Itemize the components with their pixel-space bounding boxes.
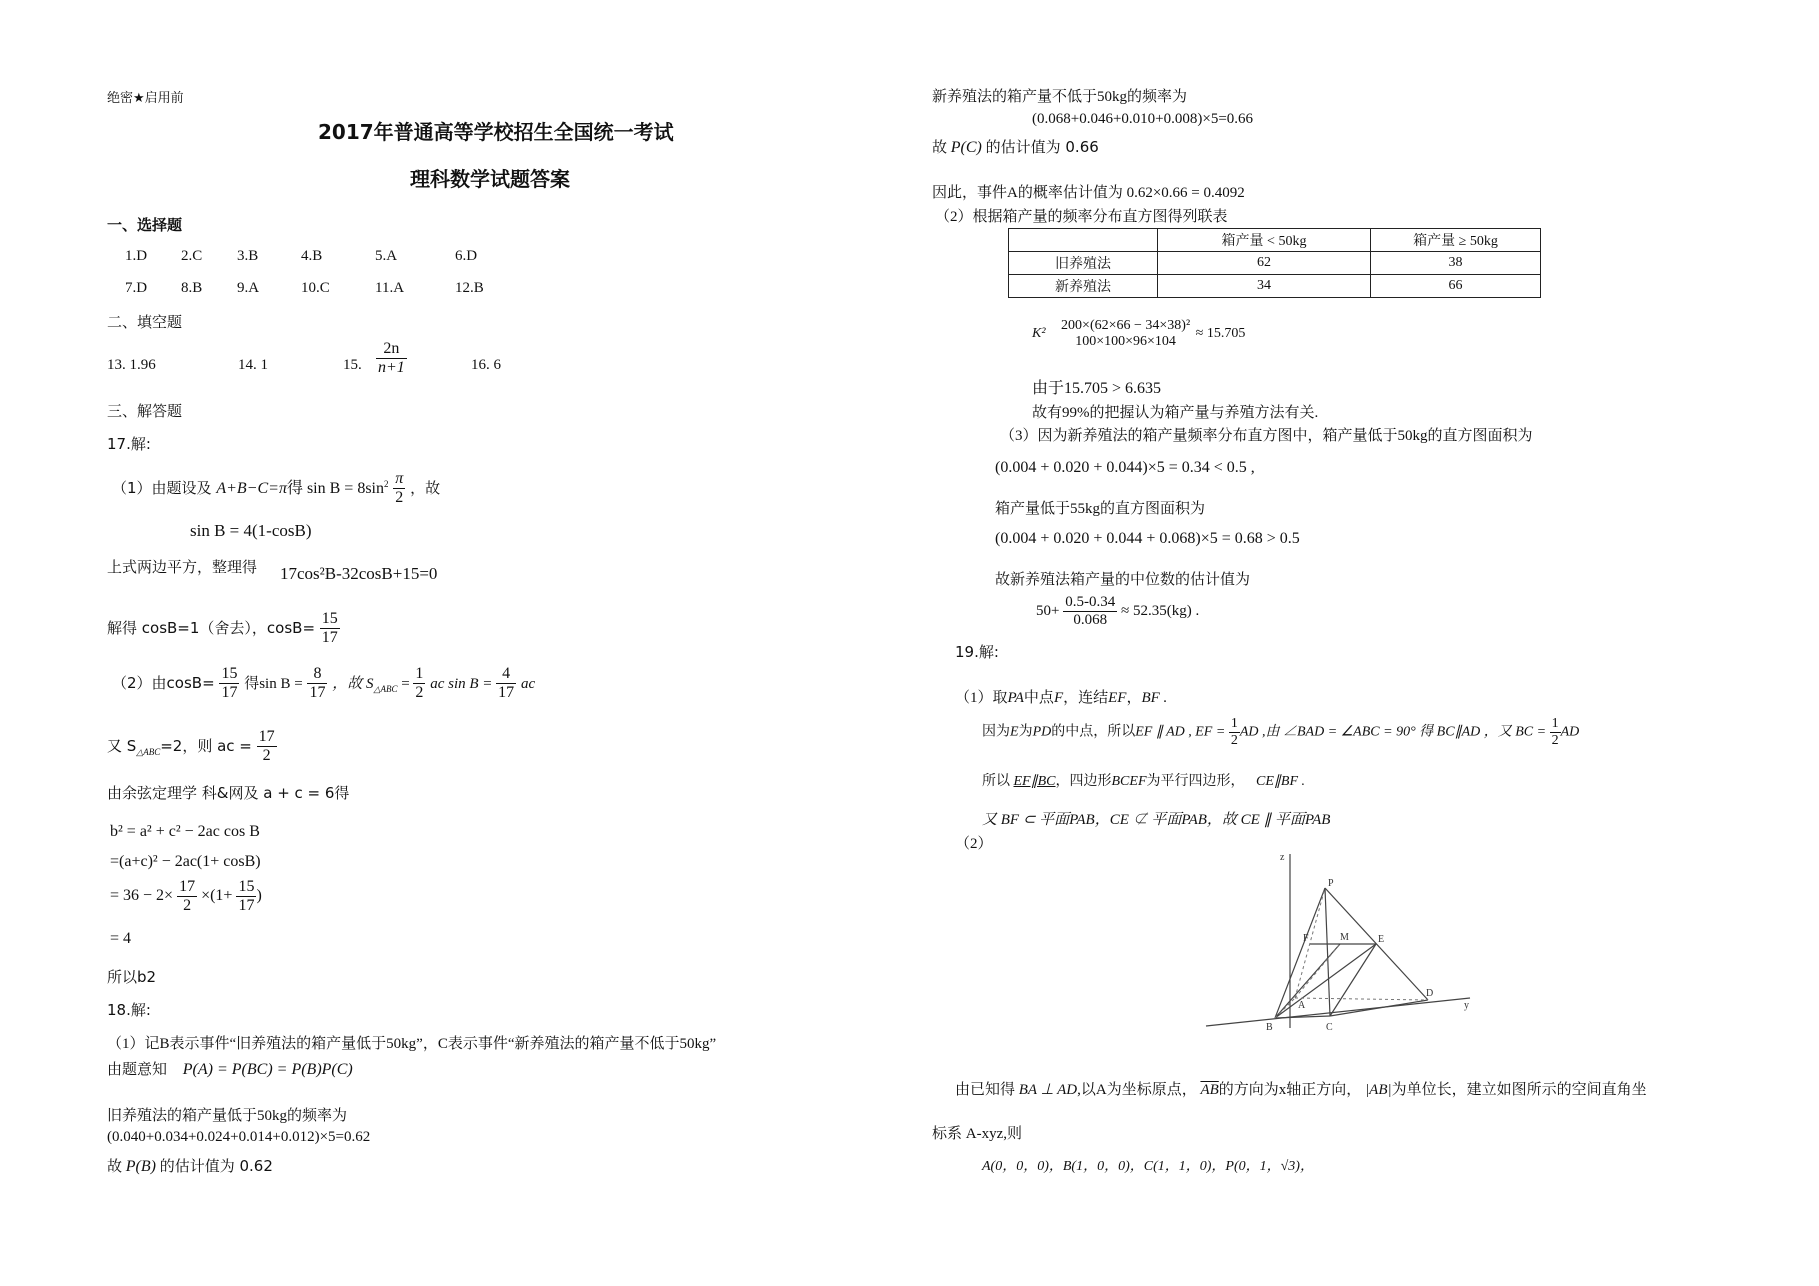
text: =	[397, 676, 414, 692]
numerator: 1	[1230, 716, 1238, 731]
subscript: △ABC	[373, 684, 398, 694]
math: 得 sin B = 8sin	[286, 480, 384, 497]
text: ×(1+	[201, 887, 233, 905]
text: 为单位长，建立如图所示的空间直角坐	[1391, 1082, 1647, 1098]
q19-line5: （2）	[955, 836, 993, 852]
numerator: 0.5-0.34	[1065, 594, 1116, 610]
answer: 12.B	[455, 280, 484, 296]
numerator: 15	[221, 665, 238, 682]
q18-r9: (0.004 + 0.020 + 0.044)×5 = 0.34 < 0.5 ,	[995, 459, 1255, 476]
text: （1）由题设及	[112, 479, 212, 497]
section-heading-choice: 一、选择题	[107, 216, 183, 234]
text: ，	[1126, 690, 1142, 706]
q18-r3	[932, 136, 1099, 157]
text: 为	[1018, 724, 1033, 740]
denominator: 0.068	[1073, 612, 1108, 628]
q17-eq2: 17cos²B-32cosB+15=0	[280, 564, 438, 583]
q18-line3: 旧养殖法的箱产量低于50kg的频率为	[107, 1108, 348, 1124]
math: A+B−C=π	[216, 480, 287, 497]
numerator: π	[395, 470, 404, 487]
q17-calc3	[110, 878, 262, 915]
subscript: △ABC	[136, 747, 161, 757]
denominator: 2	[1230, 733, 1238, 748]
q18-line4: (0.040+0.034+0.024+0.014+0.012)×5=0.62	[107, 1129, 371, 1145]
math: PD	[1032, 724, 1052, 740]
text: 中点	[1023, 690, 1054, 706]
math: |AB|	[1365, 1082, 1392, 1098]
q17-calc1: b² = a² + c² − 2ac cos B	[110, 823, 260, 840]
label-c: C	[1326, 1022, 1333, 1033]
numerator: 15	[321, 610, 338, 627]
table-header-cell: 箱产量 < 50kg	[1158, 229, 1371, 252]
text: 得sin B =	[244, 676, 303, 692]
text: ，故 S	[332, 676, 374, 692]
q19-line7: 标系 A-xyz,则	[932, 1126, 1022, 1142]
denominator: 17	[498, 684, 515, 701]
answer: 7.D	[125, 280, 148, 296]
q18-line5	[107, 1155, 273, 1176]
text: 的估计值为 0.66	[985, 138, 1099, 156]
table-row	[1009, 252, 1541, 275]
pyramid-figure	[1200, 848, 1480, 1038]
math: P(A) = P(BC) = P(B)P(C)	[182, 1061, 353, 1078]
answer-15-label: 15.	[343, 357, 362, 373]
page-subtitle: 理科数学试题答案	[410, 167, 570, 191]
q18-line1: （1）记B表示事件“旧养殖法的箱产量低于50kg”，C表示事件“新养殖法的箱产量不低于50kg”	[107, 1036, 717, 1052]
math: EF	[1108, 690, 1127, 706]
label-m: M	[1340, 932, 1349, 943]
text: =2，则 ac =	[160, 737, 252, 755]
answer: 6.D	[455, 248, 478, 264]
text: 由已知得	[955, 1082, 1016, 1098]
answer: 3.B	[237, 248, 259, 264]
text: 所以	[982, 774, 1010, 789]
answer: 1.D	[125, 248, 148, 264]
q18-r2: (0.068+0.046+0.010+0.008)×5=0.66	[1032, 111, 1254, 127]
answer-13: 13. 1.96	[107, 357, 156, 373]
answer: 11.A	[375, 280, 405, 296]
text: 又 S	[107, 737, 137, 755]
q17-line5	[107, 728, 277, 765]
edge-pb	[1275, 888, 1325, 1018]
text: = 36 − 2×	[110, 887, 174, 905]
denominator: 2	[1551, 733, 1559, 748]
label-a: A	[1298, 1000, 1306, 1011]
answer: 8.B	[181, 280, 203, 296]
math: BA ⊥ AD	[1018, 1082, 1078, 1098]
denominator: 100×100×96×104	[1075, 334, 1176, 349]
text: （1）取	[955, 690, 1008, 706]
label-d: D	[1426, 988, 1434, 999]
q18-r6: 由于15.705 > 6.635	[1032, 380, 1162, 397]
numerator: 4	[496, 665, 516, 684]
denominator: 2	[183, 897, 192, 914]
numerator: 17	[258, 728, 275, 745]
table-cell: 新养殖法	[1009, 275, 1158, 298]
q18-line2	[107, 1058, 353, 1079]
median-formula	[1036, 594, 1199, 629]
text: 的估计值为 0.62	[159, 1157, 273, 1175]
q18-r11: (0.004 + 0.020 + 0.044 + 0.068)×5 = 0.68 > 0.5	[995, 530, 1300, 547]
numerator: 1	[1551, 716, 1559, 731]
numerator: 17	[179, 878, 196, 895]
q18-r1: 新养殖法的箱产量不低于50kg的频率为	[932, 89, 1188, 105]
math: K²	[1032, 326, 1046, 342]
math: BF .	[1141, 690, 1168, 706]
numerator: 2n	[376, 340, 407, 359]
q17-part1	[112, 470, 440, 507]
math: PA	[1007, 690, 1024, 706]
contingency-table	[1008, 228, 1541, 298]
q17-line6: 由余弦定理学 科&网及 a + c = 6得	[107, 784, 350, 802]
label-p: P	[1328, 878, 1334, 889]
denominator: 17	[221, 684, 238, 701]
math: P(B)	[125, 1158, 156, 1175]
q17-eq1: sin B = 4(1-cosB)	[190, 521, 312, 540]
table-header-cell: 箱产量 ≥ 50kg	[1371, 229, 1541, 252]
q17-calc4: = 4	[110, 930, 132, 947]
q18-r5: （2）根据箱产量的频率分布直方图得列联表	[935, 209, 1228, 225]
table-cell: 38	[1371, 252, 1541, 275]
answer-16: 16. 6	[471, 357, 501, 373]
text: ≈ 15.705	[1195, 326, 1246, 342]
table-header-row	[1009, 229, 1541, 252]
table-cell: 旧养殖法	[1009, 252, 1158, 275]
q19-line2	[982, 716, 1579, 749]
text: ac	[520, 676, 536, 692]
label-e: E	[1378, 934, 1385, 945]
q19-line6	[955, 1078, 1647, 1099]
text: ,以A为坐标原点，	[1077, 1082, 1197, 1098]
denominator: 17	[238, 897, 255, 914]
table-header-cell	[1009, 229, 1158, 252]
text: 故	[932, 140, 948, 156]
text: 因为	[982, 724, 1010, 740]
numerator: 200×(62×66 − 34×38)²	[1061, 318, 1191, 333]
q19-line4: 又 BF ⊂ 平面PAB，CE ⊄ 平面PAB，故 CE ∥ 平面PAB	[982, 812, 1331, 828]
text: ，四边形	[1055, 774, 1112, 789]
answer: 10.C	[301, 280, 330, 296]
text: （2）由cosB=	[112, 674, 215, 692]
edge-ce	[1330, 944, 1376, 1016]
q17-calc2: =(a+c)² − 2ac(1+ cosB)	[110, 853, 261, 870]
q19-line3	[982, 770, 1305, 790]
denominator: 17	[321, 629, 338, 646]
q17-line7: 所以b2	[107, 968, 157, 986]
q19-line1	[955, 686, 1167, 707]
math: AD	[1560, 724, 1580, 740]
math: $\overline{AB}$	[1200, 1082, 1219, 1098]
q18-r10: 箱产量低于55kg的直方图面积为	[995, 501, 1206, 517]
label-f: F	[1303, 933, 1309, 944]
answer-14: 14. 1	[238, 357, 268, 373]
denominator: n+1	[378, 359, 405, 376]
numerator: 15	[238, 878, 255, 895]
math: E	[1010, 724, 1019, 740]
label-z: z	[1280, 852, 1285, 863]
label-b: B	[1266, 1022, 1273, 1033]
answer: 9.A	[237, 280, 260, 296]
math: AD ,由 ∠BAD = ∠ABC = 90° 得 BC∥AD ，又 BC =	[1239, 724, 1547, 740]
q18-r4: 因此，事件A的概率估计值为 0.62×0.66 = 0.4092	[932, 185, 1245, 201]
text: ≈ 52.35(kg) .	[1120, 602, 1200, 619]
denominator: 2	[415, 684, 424, 701]
table-cell: 62	[1158, 252, 1371, 275]
confidential-mark: 绝密★启用前	[107, 91, 184, 106]
math: F	[1053, 690, 1064, 706]
page-title: 2017年普通高等学校招生全国统一考试	[318, 120, 674, 144]
section-heading-solve: 三、解答题	[107, 402, 183, 420]
text: ac sin B =	[430, 676, 497, 692]
text: ，连结	[1063, 690, 1109, 706]
q17-line2: 上式两边平方，整理得	[107, 558, 258, 576]
math: EF∥BC	[1013, 774, 1056, 789]
superscript: 2	[384, 479, 389, 489]
q18-r8: （3）因为新养殖法的箱产量频率分布直方图中，箱产量低于50kg的直方图面积为	[1000, 428, 1533, 444]
q17-line4	[112, 665, 535, 702]
q17-line3	[107, 610, 340, 647]
text: )	[256, 887, 262, 905]
section-heading-fill: 二、填空题	[107, 313, 183, 331]
edge-pa	[1295, 888, 1325, 998]
text: 50+	[1036, 602, 1060, 619]
math: EF ∥ AD , EF =	[1135, 724, 1226, 740]
text: 为平行四边形，	[1146, 774, 1245, 789]
table-cell: 66	[1371, 275, 1541, 298]
math: CE∥BF .	[1256, 774, 1305, 789]
table-row	[1009, 275, 1541, 298]
answer: 4.B	[301, 248, 323, 264]
q18-r12: 故新养殖法箱产量的中位数的估计值为	[995, 572, 1251, 588]
q19-line8: A(0，0，0)，B(1，0，0)，C(1，1，0)，P(0，1，√3)，	[982, 1159, 1314, 1174]
math: P(C)	[950, 139, 982, 156]
q18-label: 18.解:	[107, 1001, 151, 1019]
table-cell: 34	[1158, 275, 1371, 298]
text: 的中点，所以	[1051, 724, 1136, 740]
numerator: 8	[307, 665, 327, 684]
math: BCEF	[1111, 774, 1147, 789]
text: ，故	[410, 479, 441, 497]
q19-label: 19.解:	[955, 643, 999, 661]
edge-ad	[1295, 998, 1428, 1000]
answer: 2.C	[181, 248, 203, 264]
answer-15-fraction	[376, 340, 407, 377]
numerator: 1	[415, 665, 424, 682]
denominator: 2	[262, 747, 271, 764]
text: 解得 cosB=1（舍去），cosB=	[107, 619, 316, 637]
text: 由题意知	[107, 1062, 168, 1078]
text: 的方向为x轴正方向，	[1218, 1082, 1362, 1098]
y-axis	[1206, 998, 1470, 1026]
q17-label: 17.解:	[107, 435, 151, 453]
label-y: y	[1464, 1000, 1469, 1011]
denominator: 2	[395, 489, 404, 506]
denominator: 17	[309, 684, 326, 701]
q18-r7: 故有99%的把握认为箱产量与养殖方法有关.	[1032, 405, 1319, 421]
chi-square-formula	[1032, 318, 1245, 350]
edge-pc	[1325, 888, 1330, 1016]
edge-cd	[1330, 1000, 1428, 1016]
text: 故	[107, 1159, 123, 1175]
answer: 5.A	[375, 248, 398, 264]
